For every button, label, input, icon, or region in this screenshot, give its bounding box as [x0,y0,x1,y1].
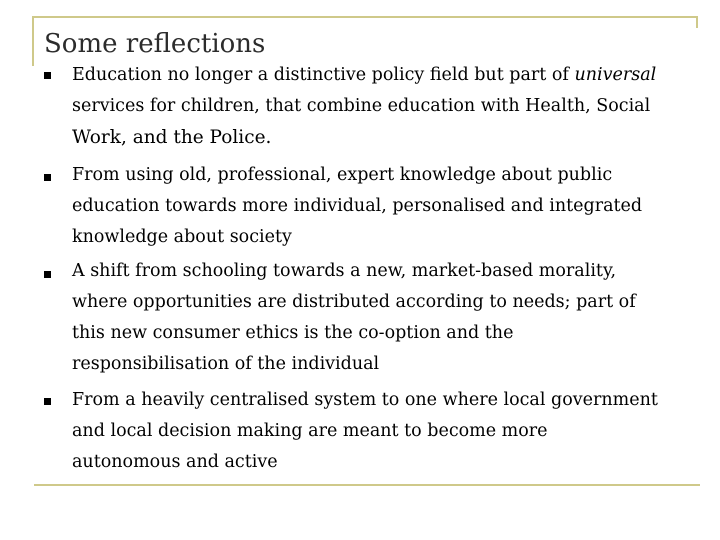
bullet-item [72,385,712,478]
bullet-square-icon [44,72,51,79]
bullet-line-text: Education no longer a distinctive policy field but part of [72,65,575,85]
bullet-line: Work, and the Police. [72,127,272,148]
bullet-square-icon [44,271,51,278]
bullet-line: responsibilisation of the individual [72,354,380,374]
bullet-line [72,60,712,91]
bullet-line: and local decision making are meant to become more [72,421,548,441]
bullet-line: where opportunities are distributed according to needs; part of [72,292,636,312]
bullet-line: services for children, that combine education with Health, Social [72,96,651,116]
emphasis-text: universal [574,65,657,85]
bullet-line: education towards more individual, personalised and integrated [72,196,643,216]
bullet-line: From using old, professional, expert knowledge about public [72,165,613,185]
bullet-square-icon [44,174,51,181]
slide-title: Some reflections [44,29,266,59]
bullet-square-icon [44,398,51,405]
bullet-line: From a heavily centralised system to one where local government [72,390,658,410]
bullet-line: A shift from schooling towards a new, market-based morality, [72,261,617,281]
bullet-item [72,60,712,153]
bullet-item [72,160,712,253]
bullet-line: autonomous and active [72,452,278,472]
bullet-line: knowledge about society [72,227,292,247]
bullet-item [72,256,712,380]
bullet-line: this new consumer ethics is the co-option and the [72,323,514,343]
